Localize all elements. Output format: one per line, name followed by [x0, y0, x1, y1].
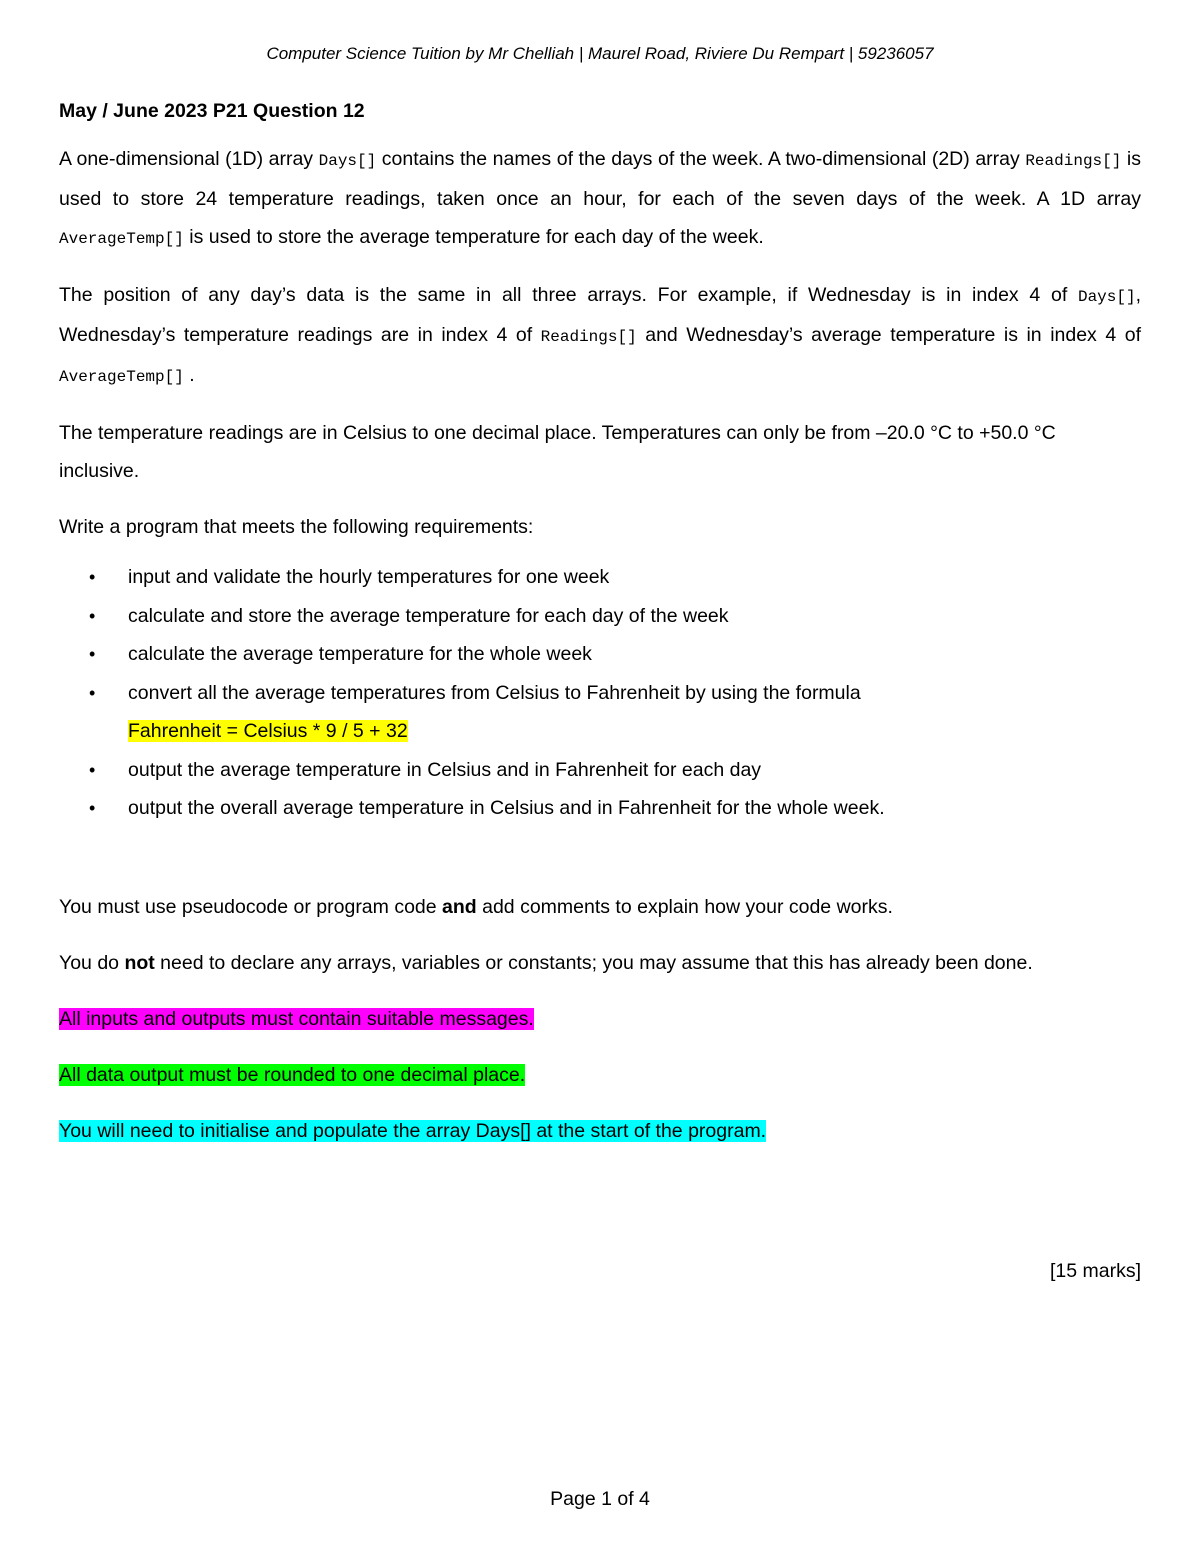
code-readings: Readings[]	[1025, 152, 1122, 170]
requirement-text: output the overall average temperature in Celsius and in Fahrenheit for the whole week.	[128, 797, 885, 819]
list-item	[59, 789, 1141, 828]
text-span: A one-dimensional (1D) array	[59, 148, 319, 170]
text-span: and Wednesday’s average temperature is in index 4 of	[636, 324, 1141, 346]
code-averagetemp: AverageTemp[]	[59, 368, 184, 386]
list-item	[59, 597, 1141, 636]
paragraph-declare-note	[59, 944, 1141, 982]
text-span: The position of any day’s data is the same in all three arrays. For example, if Wednesday is in index 4 of	[59, 284, 1078, 306]
cyan-highlight: You will need to initialise and populate the array Days[] at the start of the program.	[59, 1119, 767, 1142]
bullet-icon: •	[89, 682, 96, 703]
bullet-icon: •	[89, 605, 96, 626]
code-days: Days[]	[1077, 288, 1136, 306]
paragraph-rounding	[59, 1056, 1141, 1094]
paragraph-temperature-range: The temperature readings are in Celsius to one decimal place. Temperatures can only be from –20.0 °C to +50.0 °C inclusive.	[59, 422, 1056, 482]
document-body	[59, 98, 1141, 1168]
text-span: .	[183, 364, 195, 386]
code-days: Days[]	[318, 152, 377, 170]
paragraph-initialise	[59, 1112, 1141, 1150]
bullet-icon: •	[89, 567, 96, 587]
list-item	[59, 674, 1141, 751]
requirement-text: convert all the average temperatures from Celsius to Fahrenheit by using the formula	[128, 681, 861, 704]
code-readings: Readings[]	[540, 328, 637, 346]
requirement-text: input and validate the hourly temperatures for one week	[128, 566, 610, 588]
paragraph-requirements-intro: Write a program that meets the following requirements:	[59, 516, 534, 538]
bold-text: not	[124, 951, 155, 974]
text-span: is used to store 24 temperature readings, taken once an hour, for each of the seven days of the week. A 1D array	[59, 148, 1141, 210]
paragraph-arrays	[59, 140, 1141, 258]
paragraph-index-example	[59, 276, 1141, 396]
bullet-icon: •	[89, 759, 96, 780]
paragraph-messages	[59, 1000, 1141, 1038]
text-span: need to declare any arrays, variables or constants; you may assume that this has already been done.	[154, 951, 1033, 974]
paragraph-pseudocode-note	[59, 888, 1141, 926]
bullet-icon: •	[89, 644, 96, 664]
requirement-text: calculate the average temperature for the whole week	[128, 643, 592, 665]
formula-highlight: Fahrenheit = Celsius * 9 / 5 + 32	[128, 720, 408, 742]
bullet-icon: •	[89, 798, 96, 818]
text-span: is used to store the average temperature for each day of the week.	[183, 226, 764, 248]
bold-text: and	[442, 895, 477, 918]
code-averagetemp: AverageTemp[]	[59, 230, 184, 248]
question-title: May / June 2023 P21 Question 12	[59, 100, 365, 122]
list-item	[59, 751, 1141, 790]
page-header: Computer Science Tuition by Mr Chelliah | Maurel Road, Riviere Du Rempart | 59236057	[266, 44, 934, 63]
requirement-text: calculate and store the average temperature for each day of the week	[128, 604, 729, 627]
text-span: contains the names of the days of the week. A two-dimensional (2D) array	[376, 148, 1026, 170]
requirement-text: output the average temperature in Celsius and in Fahrenheit for each day	[128, 758, 762, 781]
green-highlight: All data output must be rounded to one decimal place.	[59, 1063, 526, 1086]
text-span: You do	[59, 951, 125, 974]
text-span: You must use pseudocode or program code	[59, 895, 443, 918]
requirements-list	[59, 558, 1141, 828]
list-item	[59, 635, 1141, 674]
text-span: , Wednesday’s temperature readings are in index 4 of	[59, 284, 1141, 346]
list-item	[59, 558, 1141, 597]
marks-label: [15 marks]	[1049, 1260, 1141, 1282]
text-span: add comments to explain how your code works.	[476, 895, 893, 918]
magenta-highlight: All inputs and outputs must contain suitable messages.	[59, 1007, 534, 1030]
page-number: Page 1 of 4	[550, 1488, 650, 1510]
